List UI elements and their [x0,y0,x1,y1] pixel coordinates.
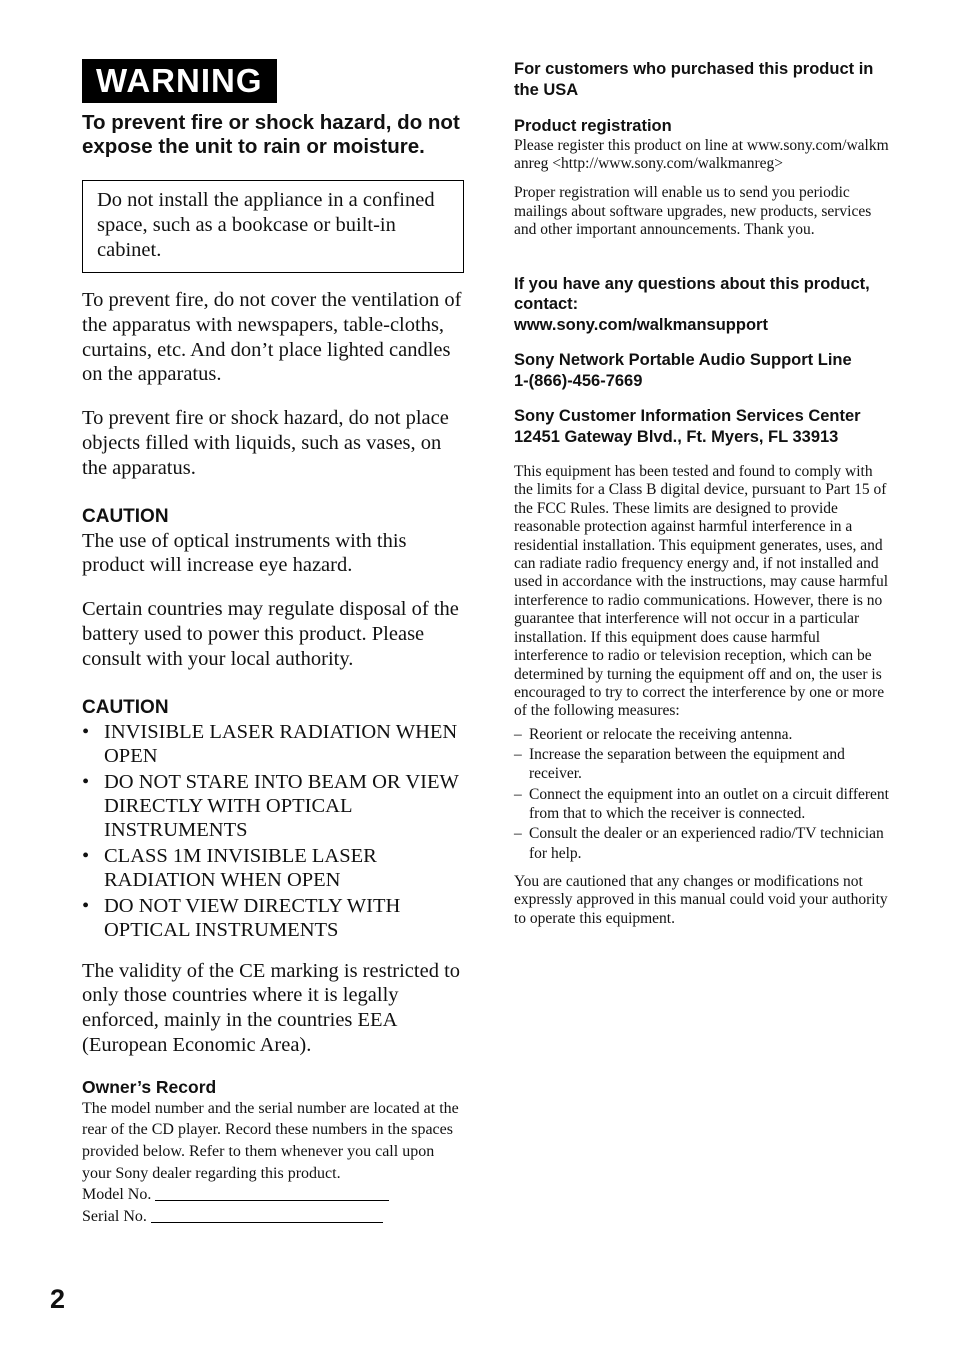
owners-record-text: The model number and the serial number are located at the rear of the CD player. Record these numbers in the spaces provided below. Refer to them whenever you call upon your Sony dealer regarding this product. [82,1099,459,1182]
modifications-caution: You are cautioned that any changes or modifications not expressly approved in this manual could void your authority to operate this equipment. [514,872,888,927]
support-line-phone: 1-(866)-456-7669 [514,371,643,390]
caution-heading-2: CAUTION [82,696,169,718]
right-column [514,59,892,928]
info-center-name: Sony Customer Information Services Center [514,407,861,426]
list-item: • INVISIBLE LASER RADIATION WHEN OPEN [82,720,464,768]
owners-record-heading: Owner’s Record [82,1076,217,1097]
list-item: • CLASS 1M INVISIBLE LASER RADIATION WHEN OPEN [82,844,464,892]
info-center-address: 12451 Gateway Blvd., Ft. Myers, FL 33913 [514,427,839,446]
ventilation-paragraph: To prevent fire, do not cover the ventilation of the apparatus with newspapers, table-cloths, curtains, etc. And don’t place lighted candles on the apparatus. [82,289,462,386]
list-item: – Connect the equipment into an outlet on a circuit different from that to which the receiver is connected. [514,785,892,824]
model-number-blank [155,1184,389,1201]
list-item: • DO NOT VIEW DIRECTLY WITH OPTICAL INSTRUMENTS [82,894,464,942]
warning-title: WARNING [82,59,277,103]
confined-space-notice: Do not install the appliance in a confined space, such as a bookcase or built-in cabinet. [82,180,464,273]
model-number-label: Model No. [82,1186,152,1204]
list-item: – Reorient or relocate the receiving antenna. [514,725,892,744]
registration-benefit: Proper registration will enable us to send you periodic mailings about software upgrades, new products, services and other important announcements. Thank you. [514,184,872,239]
hazard-heading: To prevent fire or shock hazard, do not expose the unit to rain or moisture. [82,111,460,158]
ce-marking-paragraph: The validity of the CE marking is restricted to only those countries where it is legally enforced, mainly in the countries EEA (European Economic Area). [82,959,461,1056]
questions-heading: If you have any questions about this product, contact: [514,274,870,314]
interference-measures-list [514,725,892,863]
battery-paragraph: Certain countries may regulate disposal of the battery used to power this product. Please consult with your local authority. [82,598,459,670]
liquids-paragraph: To prevent fire or shock hazard, do not place objects filled with liquids, such as vases, on the apparatus. [82,407,449,479]
laser-warning-list [82,720,464,942]
list-item: • DO NOT STARE INTO BEAM OR VIEW DIRECTLY WITH OPTICAL INSTRUMENTS [82,770,464,842]
serial-number-line [82,1206,464,1228]
model-number-line [82,1184,464,1206]
list-item: – Consult the dealer or an experienced radio/TV technician for help. [514,824,892,863]
usa-heading: For customers who purchased this product in the USA [514,60,874,99]
caution-heading-1: CAUTION [82,505,169,527]
page-number: 2 [50,1284,66,1314]
fcc-statement: This equipment has been tested and found to comply with the limits for a Class B digital device, pursuant to Part 15 of the FCC Rules. These limits are designed to provide reasonable protection against harmful interference in a residential installation. This equipment generates, uses, and can radiate radio frequency energy and, if not installed and used in accordance with the instructions, may cause harmful interference to radio communications. However, there is no guarantee that interference will not occur in a particular installation. If this equipment does cause harmful interference to radio or television reception, which can be determined by turning the equipment off and on, the user is encouraged to try to correct the interference by one or more of the following measures: [514,463,889,720]
serial-number-blank [151,1206,383,1223]
left-column [82,59,464,1227]
support-url: www.sony.com/walkmansupport [514,315,768,334]
support-line-name: Sony Network Portable Audio Support Line [514,351,852,370]
registration-heading: Product registration [514,117,672,135]
serial-number-label: Serial No. [82,1207,147,1225]
optical-paragraph: The use of optical instruments with this product will increase eye hazard. [82,529,407,577]
registration-text: Please register this product on line at www.sony.com/walkmanreg <http://www.sony.com/walkmanreg> [514,136,889,172]
list-item: – Increase the separation between the equipment and receiver. [514,745,892,784]
